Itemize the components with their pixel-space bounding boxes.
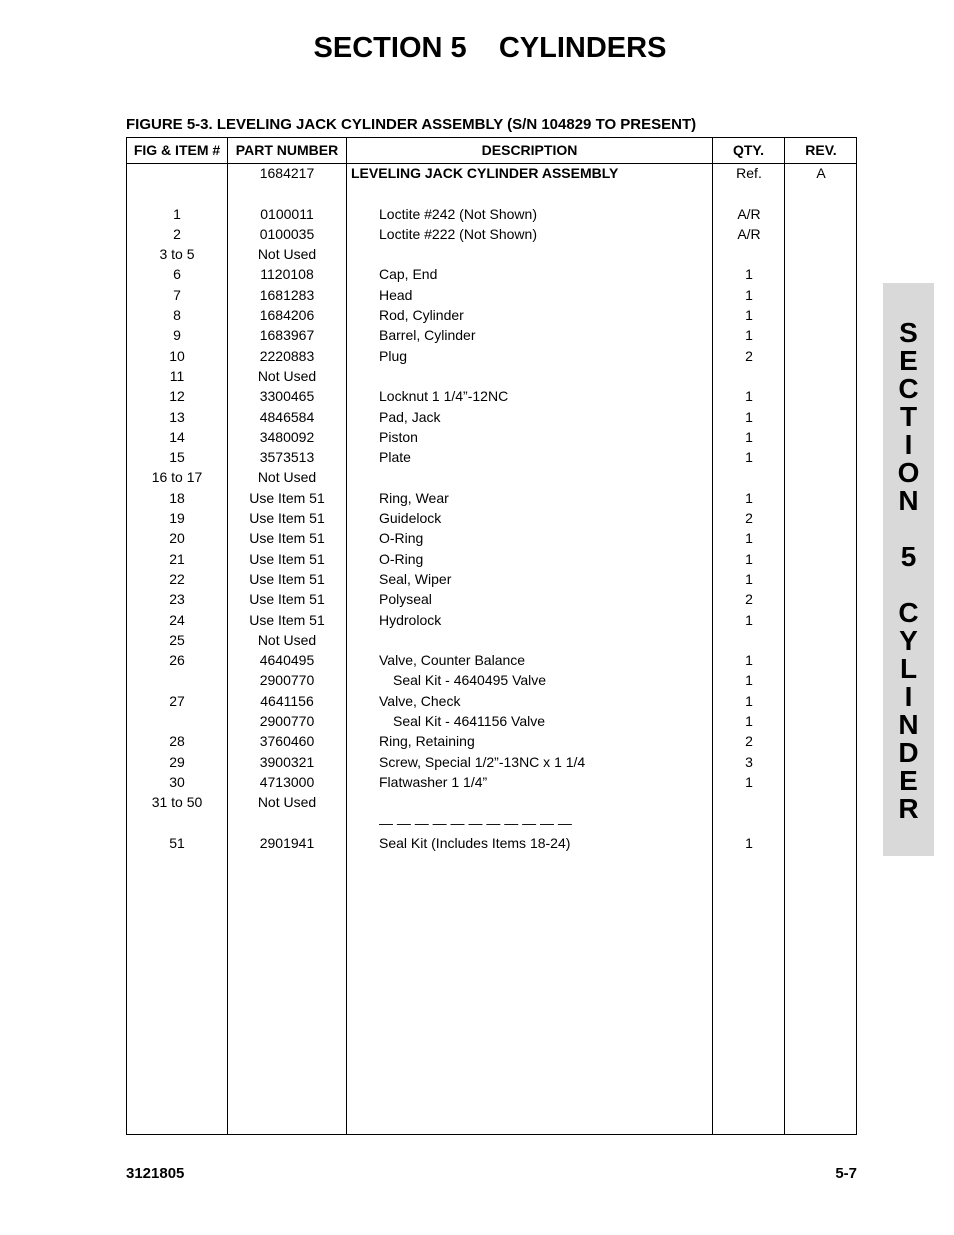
table-row xyxy=(127,368,856,388)
side-tab-letter: C xyxy=(898,597,919,628)
description-cell: Guidelock xyxy=(379,510,442,527)
table-row xyxy=(127,551,856,571)
part-number-cell: 0100011 xyxy=(260,205,314,222)
fig-item-cell: 15 xyxy=(169,449,185,466)
qty-cell: 1 xyxy=(745,530,753,547)
qty-cell: 1 xyxy=(745,388,753,405)
part-number-cell: Use Item 51 xyxy=(249,570,325,587)
part-number-cell: 2220883 xyxy=(259,347,315,364)
description-cell: Ring, Wear xyxy=(379,489,449,506)
part-number-cell: 2901941 xyxy=(259,834,315,851)
description-cell: Loctite #222 (Not Shown) xyxy=(379,225,537,242)
description-cell: Hydrolock xyxy=(379,611,442,628)
qty-cell: 1 xyxy=(745,449,753,466)
table-row xyxy=(127,530,856,550)
header-qty: QTY. xyxy=(732,142,765,158)
fig-item-cell: 28 xyxy=(169,733,185,750)
part-number-cell: Use Item 51 xyxy=(249,530,325,547)
part-number-cell: Not Used xyxy=(257,367,317,384)
table-row xyxy=(127,429,856,449)
rev-cell: A xyxy=(816,165,826,181)
table-row xyxy=(127,754,856,774)
description-cell: Plate xyxy=(379,449,411,466)
qty-cell: 2 xyxy=(745,591,753,608)
header-fig-item: FIG & ITEM # xyxy=(133,142,221,158)
fig-item-cell: 3 to 5 xyxy=(159,246,195,263)
description-cell: Seal, Wiper xyxy=(379,570,452,587)
fig-item-cell: 26 xyxy=(169,652,185,669)
fig-item-cell: 27 xyxy=(169,692,185,709)
table-row xyxy=(127,713,856,733)
fig-item-cell: 29 xyxy=(169,753,185,770)
side-tab-letter: L xyxy=(899,653,918,684)
part-number-cell: 3900321 xyxy=(259,753,315,770)
fig-item-cell: 19 xyxy=(169,510,185,527)
description-cell: Locknut 1 1/4”-12NC xyxy=(379,388,509,405)
document-number: 3121805 xyxy=(126,1165,185,1182)
fig-item-cell: 8 xyxy=(173,307,181,324)
qty-cell: 1 xyxy=(745,489,753,506)
part-number-cell: 4641156 xyxy=(260,692,314,709)
description-cell: LEVELING JACK CYLINDER ASSEMBLY xyxy=(351,165,619,181)
fig-item-cell: 11 xyxy=(169,367,185,384)
table-row xyxy=(127,287,856,307)
side-tab-letter: Y xyxy=(899,625,918,656)
side-tab-letter: E xyxy=(899,345,918,376)
qty-cell: 1 xyxy=(745,652,753,669)
qty-cell: 2 xyxy=(745,510,753,527)
qty-cell: 1 xyxy=(745,773,753,790)
side-tab-letter: I xyxy=(904,681,913,712)
part-number-cell: Not Used xyxy=(257,469,317,486)
table-row xyxy=(127,226,856,246)
table-body xyxy=(127,165,856,855)
description-cell: — — — — — — — — — — — xyxy=(379,814,572,831)
part-number-cell: Not Used xyxy=(257,631,317,648)
table-row xyxy=(127,733,856,753)
side-tab-letter: C xyxy=(898,373,919,404)
part-number-cell: 3760460 xyxy=(259,733,315,750)
qty-cell: 1 xyxy=(745,327,753,344)
description-cell: Polyseal xyxy=(379,591,432,608)
fig-item-cell: 7 xyxy=(173,286,181,303)
part-number-cell: 1120108 xyxy=(260,266,314,283)
description-cell: Pad, Jack xyxy=(379,408,441,425)
section-side-tab xyxy=(883,283,934,856)
part-number-cell: 1683967 xyxy=(259,327,315,344)
fig-item-cell: 1 xyxy=(173,205,181,222)
description-cell: Flatwasher 1 1/4” xyxy=(379,773,488,790)
table-row xyxy=(127,327,856,347)
qty-cell: 1 xyxy=(745,713,753,730)
fig-item-cell: 51 xyxy=(169,834,185,851)
header-part-number: PART NUMBER xyxy=(235,142,339,158)
side-tab-letter: I xyxy=(904,429,913,460)
fig-item-cell: 2 xyxy=(173,225,181,242)
side-tab-letter: N xyxy=(898,485,919,516)
fig-item-cell: 16 to 17 xyxy=(151,469,203,486)
part-number-cell: 3480092 xyxy=(259,428,315,445)
table-row xyxy=(127,490,856,510)
table-row xyxy=(127,185,856,205)
part-number-cell: 1681283 xyxy=(259,286,315,303)
side-tab-letter: E xyxy=(899,765,918,796)
table-row xyxy=(127,246,856,266)
table-row xyxy=(127,774,856,794)
fig-item-cell: 12 xyxy=(169,388,185,405)
fig-item-cell: 23 xyxy=(169,591,185,608)
qty-cell: A/R xyxy=(737,225,761,242)
fig-item-cell: 9 xyxy=(173,327,181,344)
qty-cell: 1 xyxy=(745,408,753,425)
fig-item-cell: 24 xyxy=(169,611,185,628)
qty-cell: 1 xyxy=(745,672,753,689)
table-row xyxy=(127,348,856,368)
part-number-cell: 4640495 xyxy=(259,652,315,669)
fig-item-cell: 21 xyxy=(169,550,185,567)
table-row xyxy=(127,591,856,611)
qty-cell: 1 xyxy=(745,286,753,303)
qty-cell: 1 xyxy=(745,692,753,709)
description-cell: Rod, Cylinder xyxy=(379,307,464,324)
part-number-cell: 4846584 xyxy=(259,408,315,425)
part-number-cell: 1684217 xyxy=(259,165,315,181)
table-row xyxy=(127,206,856,226)
table-row xyxy=(127,632,856,652)
description-cell: Loctite #242 (Not Shown) xyxy=(379,205,537,222)
part-number-cell: 0100035 xyxy=(259,225,315,242)
part-number-cell: Use Item 51 xyxy=(249,591,325,608)
qty-cell: 2 xyxy=(745,347,753,364)
page-number: 5-7 xyxy=(835,1165,857,1182)
description-cell: Seal Kit - 4641156 Valve xyxy=(393,713,546,730)
header-divider xyxy=(127,163,856,164)
part-number-cell: 1684206 xyxy=(259,307,315,324)
table-row xyxy=(127,612,856,632)
fig-item-cell: 14 xyxy=(169,428,185,445)
table-row xyxy=(127,266,856,286)
table-row xyxy=(127,165,856,185)
qty-cell: Ref. xyxy=(736,165,762,181)
fig-item-cell: 6 xyxy=(173,266,181,283)
qty-cell: 1 xyxy=(745,834,753,851)
part-number-cell: Use Item 51 xyxy=(249,550,325,567)
description-cell: Seal Kit (Includes Items 18-24) xyxy=(379,834,571,851)
description-cell: Valve, Counter Balance xyxy=(379,652,526,669)
fig-item-cell: 22 xyxy=(169,570,185,587)
table-row xyxy=(127,835,856,855)
part-number-cell: Use Item 51 xyxy=(249,510,325,527)
part-number-cell: Not Used xyxy=(257,794,317,811)
part-number-cell: Use Item 51 xyxy=(249,611,325,628)
part-number-cell: 2900770 xyxy=(259,672,315,689)
side-tab-letter: R xyxy=(898,793,919,824)
header-description: DESCRIPTION xyxy=(481,142,578,158)
part-number-cell: 3300465 xyxy=(259,388,315,405)
section-title: SECTION 5 CYLINDERS xyxy=(313,32,667,64)
table-row xyxy=(127,469,856,489)
description-cell: Head xyxy=(379,286,413,303)
figure-caption: FIGURE 5-3. LEVELING JACK CYLINDER ASSEMBLY (S/N 104829 TO PRESENT) xyxy=(126,116,697,133)
part-number-cell: Use Item 51 xyxy=(249,489,325,506)
description-cell: Barrel, Cylinder xyxy=(379,327,476,344)
qty-cell: 2 xyxy=(745,733,753,750)
parts-table xyxy=(126,137,857,1135)
side-tab-letter: N xyxy=(898,709,919,740)
qty-cell: 1 xyxy=(745,307,753,324)
description-cell: Plug xyxy=(379,347,408,364)
table-row xyxy=(127,571,856,591)
qty-cell: 3 xyxy=(745,753,753,770)
table-row xyxy=(127,409,856,429)
description-cell: Ring, Retaining xyxy=(379,733,475,750)
side-tab-letter: S xyxy=(899,317,918,348)
description-cell: Screw, Special 1/2”-13NC x 1 1/4 xyxy=(379,753,586,770)
part-number-cell: 3573513 xyxy=(259,449,315,466)
qty-cell: 1 xyxy=(745,266,753,283)
side-tab-letter: 5 xyxy=(900,541,917,572)
description-cell: Cap, End xyxy=(379,266,438,283)
table-row xyxy=(127,672,856,692)
fig-item-cell: 10 xyxy=(169,347,185,364)
qty-cell: 1 xyxy=(745,428,753,445)
description-cell: Piston xyxy=(379,428,418,445)
qty-cell: 1 xyxy=(745,611,753,628)
fig-item-cell: 20 xyxy=(169,530,185,547)
fig-item-cell: 31 to 50 xyxy=(151,794,203,811)
table-row xyxy=(127,693,856,713)
part-number-cell: 2900770 xyxy=(259,713,315,730)
qty-cell: 1 xyxy=(745,550,753,567)
description-cell: O-Ring xyxy=(379,550,424,567)
table-row xyxy=(127,449,856,469)
description-cell: Valve, Check xyxy=(379,692,461,709)
side-tab-letter: O xyxy=(897,457,920,488)
fig-item-cell: 13 xyxy=(169,408,185,425)
qty-cell: 1 xyxy=(745,570,753,587)
part-number-cell: Not Used xyxy=(257,246,317,263)
table-row xyxy=(127,307,856,327)
side-tab-letter: D xyxy=(898,737,919,768)
fig-item-cell: 18 xyxy=(169,489,185,506)
qty-cell: A/R xyxy=(737,205,761,222)
fig-item-cell: 30 xyxy=(169,773,185,790)
table-row xyxy=(127,510,856,530)
table-row xyxy=(127,652,856,672)
description-cell: O-Ring xyxy=(379,530,424,547)
fig-item-cell: 25 xyxy=(169,631,185,648)
side-tab-letter: T xyxy=(899,401,918,432)
part-number-cell: 4713000 xyxy=(259,773,315,790)
table-row xyxy=(127,388,856,408)
description-cell: Seal Kit - 4640495 Valve xyxy=(393,672,547,689)
header-rev: REV. xyxy=(805,142,837,158)
table-row xyxy=(127,815,856,835)
table-row xyxy=(127,794,856,814)
